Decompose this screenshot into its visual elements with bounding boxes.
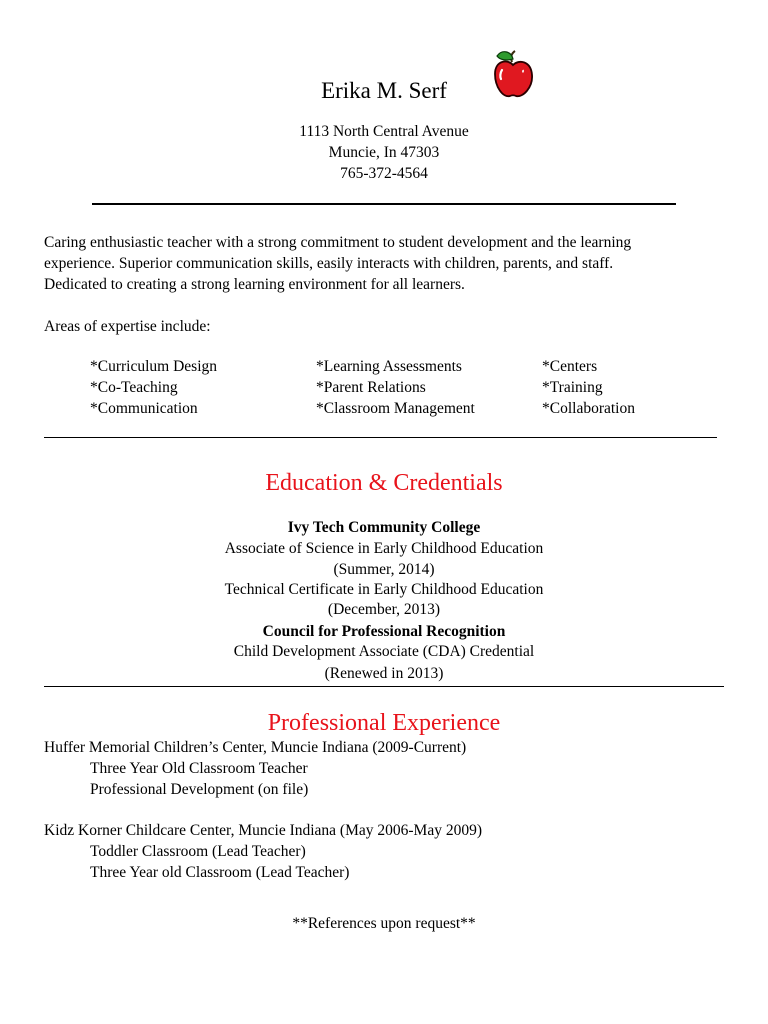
organization-name: Council for Professional Recognition [262,623,506,640]
expertise-item: *Co-Teaching [90,379,178,396]
certificate-title: Technical Certificate in Early Childhood Education [224,581,544,598]
education-divider [44,686,724,687]
expertise-item: *Centers [542,358,598,375]
resume-name: Erika M. Serf [321,78,447,103]
job-employer: Huffer Memorial Children’s Center, Muncie Indiana (2009-Current) [44,739,467,756]
address-line-2: Muncie, In 47303 [328,144,440,161]
job-role: Professional Development (on file) [90,781,309,798]
degree-date: (Summer, 2014) [333,561,435,578]
certificate-date: (December, 2013) [327,601,441,618]
expertise-divider [44,437,717,438]
education-heading: Education & Credentials [265,470,503,496]
credential-date: (Renewed in 2013) [324,665,444,682]
expertise-item: *Curriculum Design [90,358,217,375]
degree-title: Associate of Science in Early Childhood Education [224,540,544,557]
phone-number: 765-372-4564 [340,165,428,182]
address-line-1: 1113 North Central Avenue [299,123,469,140]
job-employer: Kidz Korner Childcare Center, Muncie Indiana (May 2006-May 2009) [44,822,482,839]
expertise-item: *Collaboration [542,400,635,417]
expertise-item: *Classroom Management [316,400,475,417]
expertise-intro: Areas of expertise include: [44,318,211,335]
credential-title: Child Development Associate (CDA) Credential [233,643,535,660]
job-role: Three Year old Classroom (Lead Teacher) [90,864,350,881]
summary-line-3: Dedicated to creating a strong learning environment for all learners. [44,276,465,293]
expertise-item: *Communication [90,400,198,417]
summary-line-2: experience. Superior communication skills, easily interacts with children, parents, and staff. [44,255,614,272]
references-note: **References upon request** [292,915,476,932]
summary-line-1: Caring enthusiastic teacher with a strong commitment to student development and the learning [44,234,632,251]
job-role: Three Year Old Classroom Teacher [90,760,308,777]
apple-icon [490,48,536,100]
experience-heading: Professional Experience [267,710,501,736]
expertise-item: *Learning Assessments [316,358,462,375]
school-name: Ivy Tech Community College [287,519,481,536]
expertise-item: *Parent Relations [316,379,426,396]
expertise-item: *Training [542,379,603,396]
job-role: Toddler Classroom (Lead Teacher) [90,843,306,860]
header-divider [92,203,676,205]
